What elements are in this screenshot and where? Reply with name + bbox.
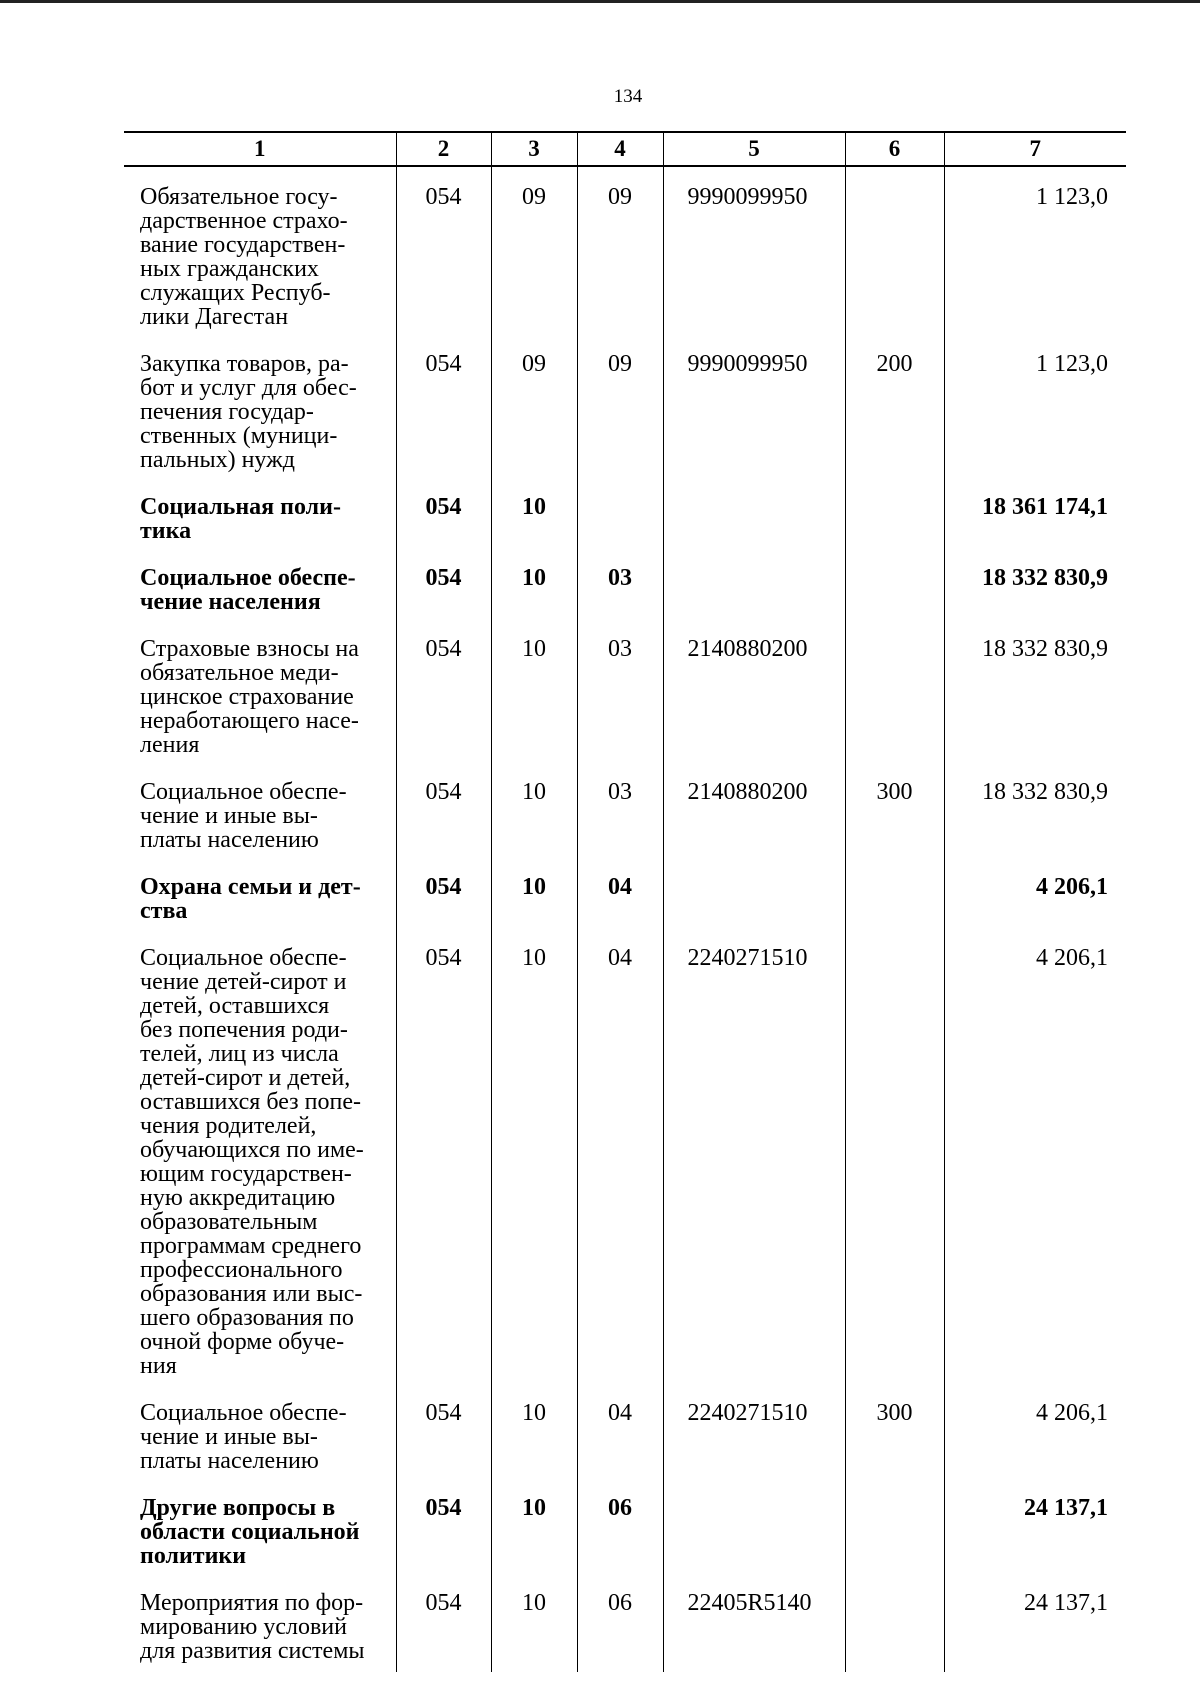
cell-name: Страховые взносы на обязательное меди- цинское страхование неработающего насе- ления: [124, 623, 396, 766]
cell-col-4: 03: [577, 623, 663, 766]
cell-col-6: [845, 552, 944, 623]
cell-col-4: 04: [577, 932, 663, 1387]
cell-col-2: 054: [396, 932, 491, 1387]
cell-col-6: [845, 861, 944, 932]
cell-col-3: 09: [491, 166, 577, 338]
cell-col-4: 09: [577, 338, 663, 481]
cell-col-5: [663, 552, 845, 623]
cell-amount: 4 206,1: [944, 932, 1126, 1387]
cell-col-2: 054: [396, 338, 491, 481]
table-row: [124, 166, 1126, 338]
cell-col-4: [577, 481, 663, 552]
table-row: [124, 338, 1126, 481]
cell-col-6: [845, 1577, 944, 1672]
budget-table: [124, 131, 1126, 1672]
table-row: [124, 1482, 1126, 1577]
cell-col-2: 054: [396, 1577, 491, 1672]
cell-col-5: 2240271510: [663, 932, 845, 1387]
cell-col-4: 04: [577, 861, 663, 932]
table-body: [124, 166, 1126, 1672]
cell-col-2: 054: [396, 861, 491, 932]
cell-name: Охрана семьи и дет- ства: [124, 861, 396, 932]
cell-col-5: 9990099950: [663, 338, 845, 481]
cell-col-6: 300: [845, 766, 944, 861]
header-col-7: 7: [944, 132, 1126, 166]
cell-col-3: 09: [491, 338, 577, 481]
table-row: [124, 623, 1126, 766]
cell-name: Социальное обеспе- чение населения: [124, 552, 396, 623]
header-col-4: 4: [577, 132, 663, 166]
cell-name: Закупка товаров, ра- бот и услуг для обес- печения государ- ственных (муници- пальных) нужд: [124, 338, 396, 481]
cell-col-2: 054: [396, 766, 491, 861]
cell-amount: 24 137,1: [944, 1482, 1126, 1577]
table-row: [124, 552, 1126, 623]
cell-col-4: 09: [577, 166, 663, 338]
cell-col-3: 10: [491, 1577, 577, 1672]
cell-name: Социальное обеспе- чение и иные вы- платы населению: [124, 1387, 396, 1482]
cell-name: Социальная поли- тика: [124, 481, 396, 552]
cell-col-6: [845, 623, 944, 766]
cell-amount: 4 206,1: [944, 861, 1126, 932]
table-row: [124, 481, 1126, 552]
table-row: [124, 766, 1126, 861]
cell-col-3: 10: [491, 932, 577, 1387]
cell-col-6: [845, 1482, 944, 1577]
cell-amount: 4 206,1: [944, 1387, 1126, 1482]
table-row: [124, 932, 1126, 1387]
cell-col-3: 10: [491, 623, 577, 766]
cell-col-6: [845, 481, 944, 552]
cell-col-4: 03: [577, 766, 663, 861]
cell-amount: 18 332 830,9: [944, 552, 1126, 623]
cell-name: Мероприятия по фор- мированию условий для развития системы: [124, 1577, 396, 1672]
cell-col-3: 10: [491, 481, 577, 552]
cell-amount: 1 123,0: [944, 166, 1126, 338]
cell-col-6: 300: [845, 1387, 944, 1482]
cell-col-5: [663, 481, 845, 552]
cell-name: Социальное обеспе- чение детей-сирот и детей, оставшихся без попечения роди- телей, лиц из числа детей-сирот и детей, оставшихся без попе- чения родителей, обучающихся по име- ющим государствен- ную аккредитацию образовательным программам среднего профессионального образования или выс- шего образования по очной форме обуче- ния: [124, 932, 396, 1387]
page-top-border: [0, 0, 1200, 3]
cell-amount: 1 123,0: [944, 338, 1126, 481]
cell-col-5: 2240271510: [663, 1387, 845, 1482]
cell-col-3: 10: [491, 1387, 577, 1482]
cell-col-5: 22405R5140: [663, 1577, 845, 1672]
cell-amount: 18 332 830,9: [944, 766, 1126, 861]
cell-name: Обязательное госу- дарственное страхо- вание государствен- ных гражданских служащих Респуб- лики Дагестан: [124, 166, 396, 338]
header-col-6: 6: [845, 132, 944, 166]
cell-col-3: 10: [491, 552, 577, 623]
cell-col-5: 2140880200: [663, 623, 845, 766]
page-number: 134: [613, 86, 643, 107]
cell-col-2: 054: [396, 481, 491, 552]
cell-col-5: [663, 1482, 845, 1577]
cell-col-4: 06: [577, 1482, 663, 1577]
cell-col-2: 054: [396, 1482, 491, 1577]
cell-amount: 24 137,1: [944, 1577, 1126, 1672]
table-header: [124, 132, 1126, 166]
cell-col-3: 10: [491, 766, 577, 861]
cell-name: Социальное обеспе- чение и иные вы- платы населению: [124, 766, 396, 861]
cell-col-6: [845, 932, 944, 1387]
cell-col-4: 06: [577, 1577, 663, 1672]
table-row: [124, 861, 1126, 932]
header-row: [124, 132, 1126, 166]
table-row: [124, 1387, 1126, 1482]
header-col-5: 5: [663, 132, 845, 166]
cell-col-5: 9990099950: [663, 166, 845, 338]
header-col-2: 2: [396, 132, 491, 166]
cell-col-6: 200: [845, 338, 944, 481]
cell-col-2: 054: [396, 166, 491, 338]
cell-col-2: 054: [396, 1387, 491, 1482]
header-col-1: 1: [124, 132, 396, 166]
cell-name: Другие вопросы в области социальной политики: [124, 1482, 396, 1577]
cell-col-6: [845, 166, 944, 338]
table-row: [124, 1577, 1126, 1672]
cell-col-5: 2140880200: [663, 766, 845, 861]
cell-col-4: 04: [577, 1387, 663, 1482]
cell-col-3: 10: [491, 1482, 577, 1577]
cell-col-2: 054: [396, 552, 491, 623]
cell-col-3: 10: [491, 861, 577, 932]
cell-col-2: 054: [396, 623, 491, 766]
cell-amount: 18 361 174,1: [944, 481, 1126, 552]
header-col-3: 3: [491, 132, 577, 166]
cell-col-5: [663, 861, 845, 932]
cell-amount: 18 332 830,9: [944, 623, 1126, 766]
cell-col-4: 03: [577, 552, 663, 623]
